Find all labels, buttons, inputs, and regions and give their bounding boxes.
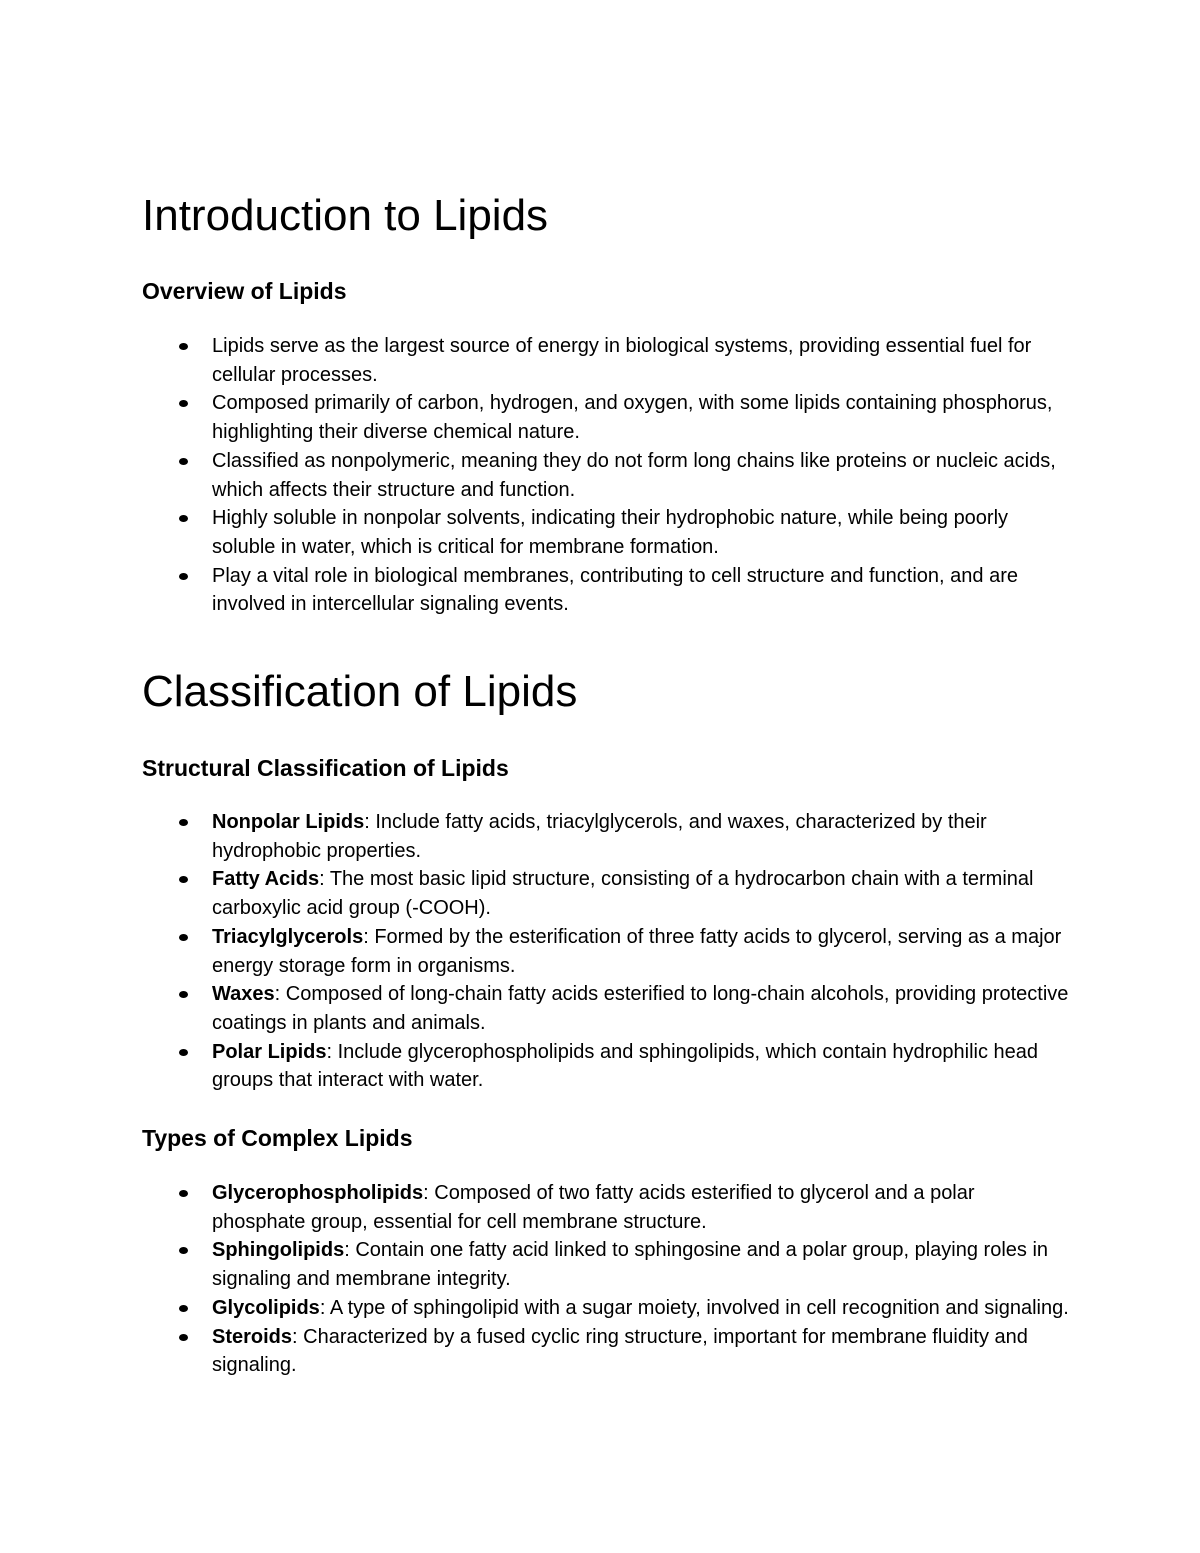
list-item-text: Lipids serve as the largest source of energy in biological systems, providing essential fuel for cellular processes.	[212, 335, 1032, 386]
section-title-introduction: Introduction to Lipids	[142, 191, 549, 240]
bullet-icon	[179, 1049, 188, 1056]
list-item-text: : The most basic lipid structure, consisting of a hydrocarbon chain with a terminal carboxylic acid group (-COOH).	[212, 868, 1034, 920]
overview-list	[142, 332, 1072, 619]
bullet-icon	[179, 1247, 188, 1254]
bullet-icon	[179, 991, 188, 998]
list-item-term: Polar Lipids	[212, 1040, 327, 1063]
list-item-text: : Characterized by a fused cyclic ring structure, important for membrane fluidity and signaling.	[212, 1325, 1028, 1377]
list-item-term: Steroids	[212, 1325, 293, 1348]
subheading-structural-classification: Structural Classification of Lipids	[142, 755, 509, 781]
list-item-text: Composed primarily of carbon, hydrogen, and oxygen, with some lipids containing phosphorus, highlighting their diverse chemical nature.	[212, 392, 1053, 444]
list-item-text: Play a vital role in biological membranes, contributing to cell structure and function, and are involved in intercellular signaling events.	[212, 564, 1018, 616]
list-item-term: Nonpolar Lipids	[212, 811, 365, 833]
bullet-icon	[179, 400, 188, 407]
list-item	[142, 504, 1072, 561]
subheading-overview: Overview of Lipids	[142, 278, 347, 304]
bullet-icon	[179, 573, 188, 580]
list-item-term: Glycerophospholipids	[212, 1182, 424, 1204]
list-item-text: Classified as nonpolymeric, meaning they do not form long chains like proteins or nucleic acids, which affects their structure and function.	[212, 449, 1056, 501]
list-item-term: Sphingolipids	[212, 1239, 345, 1262]
list-item	[142, 980, 1072, 1037]
bullet-icon	[179, 515, 188, 522]
list-item	[142, 1038, 1072, 1095]
list-item	[142, 389, 1072, 446]
list-item-text: : Contain one fatty acid linked to sphingosine and a polar group, playing roles in signaling and membrane integrity.	[212, 1239, 1049, 1291]
list-item	[142, 923, 1072, 980]
bullet-icon	[179, 458, 188, 465]
list-item	[142, 1179, 1072, 1236]
list-item-text: : Include glycerophospholipids and sphingolipids, which contain hydrophilic head groups that interact with water.	[212, 1040, 1039, 1092]
list-item-term: Waxes	[212, 983, 275, 1006]
bullet-icon	[179, 876, 188, 883]
list-item	[142, 1236, 1072, 1293]
list-item	[142, 332, 1072, 389]
complex-lipids-list	[142, 1179, 1072, 1380]
list-item-text: : Composed of long-chain fatty acids esterified to long-chain alcohols, providing protective coatings in plants and animals.	[212, 983, 1069, 1034]
list-item-text: : Include fatty acids, triacylglycerols, and waxes, characterized by their hydrophobic properties.	[212, 811, 987, 862]
bullet-icon	[179, 934, 188, 941]
bullet-icon	[179, 1305, 188, 1312]
list-item-text: Highly soluble in nonpolar solvents, indicating their hydrophobic nature, while being poorly soluble in water, which is critical for membrane formation.	[212, 507, 1009, 558]
list-item	[142, 1323, 1072, 1380]
list-item	[142, 447, 1072, 504]
list-item-term: Glycolipids	[212, 1296, 320, 1319]
list-item	[142, 562, 1072, 619]
list-item-text: : Formed by the esterification of three fatty acids to glycerol, serving as a major energy storage form in organisms.	[212, 925, 1062, 977]
list-item	[142, 1294, 1072, 1323]
subheading-complex-lipids: Types of Complex Lipids	[142, 1125, 413, 1151]
list-item-term: Triacylglycerols	[212, 925, 364, 948]
bullet-icon	[179, 819, 188, 826]
bullet-icon	[179, 1334, 188, 1341]
list-item-text: : A type of sphingolipid with a sugar moiety, involved in cell recognition and signaling.	[319, 1296, 1069, 1319]
list-item-text: : Composed of two fatty acids esterified to glycerol and a polar phosphate group, essential for cell membrane structure.	[212, 1182, 975, 1233]
list-item	[142, 865, 1072, 922]
bullet-icon	[179, 1190, 188, 1197]
list-item-term: Fatty Acids	[212, 868, 320, 891]
bullet-icon	[179, 343, 188, 350]
section-title-classification: Classification of Lipids	[142, 667, 578, 716]
list-item	[142, 808, 1072, 865]
structural-classification-list	[142, 808, 1072, 1095]
